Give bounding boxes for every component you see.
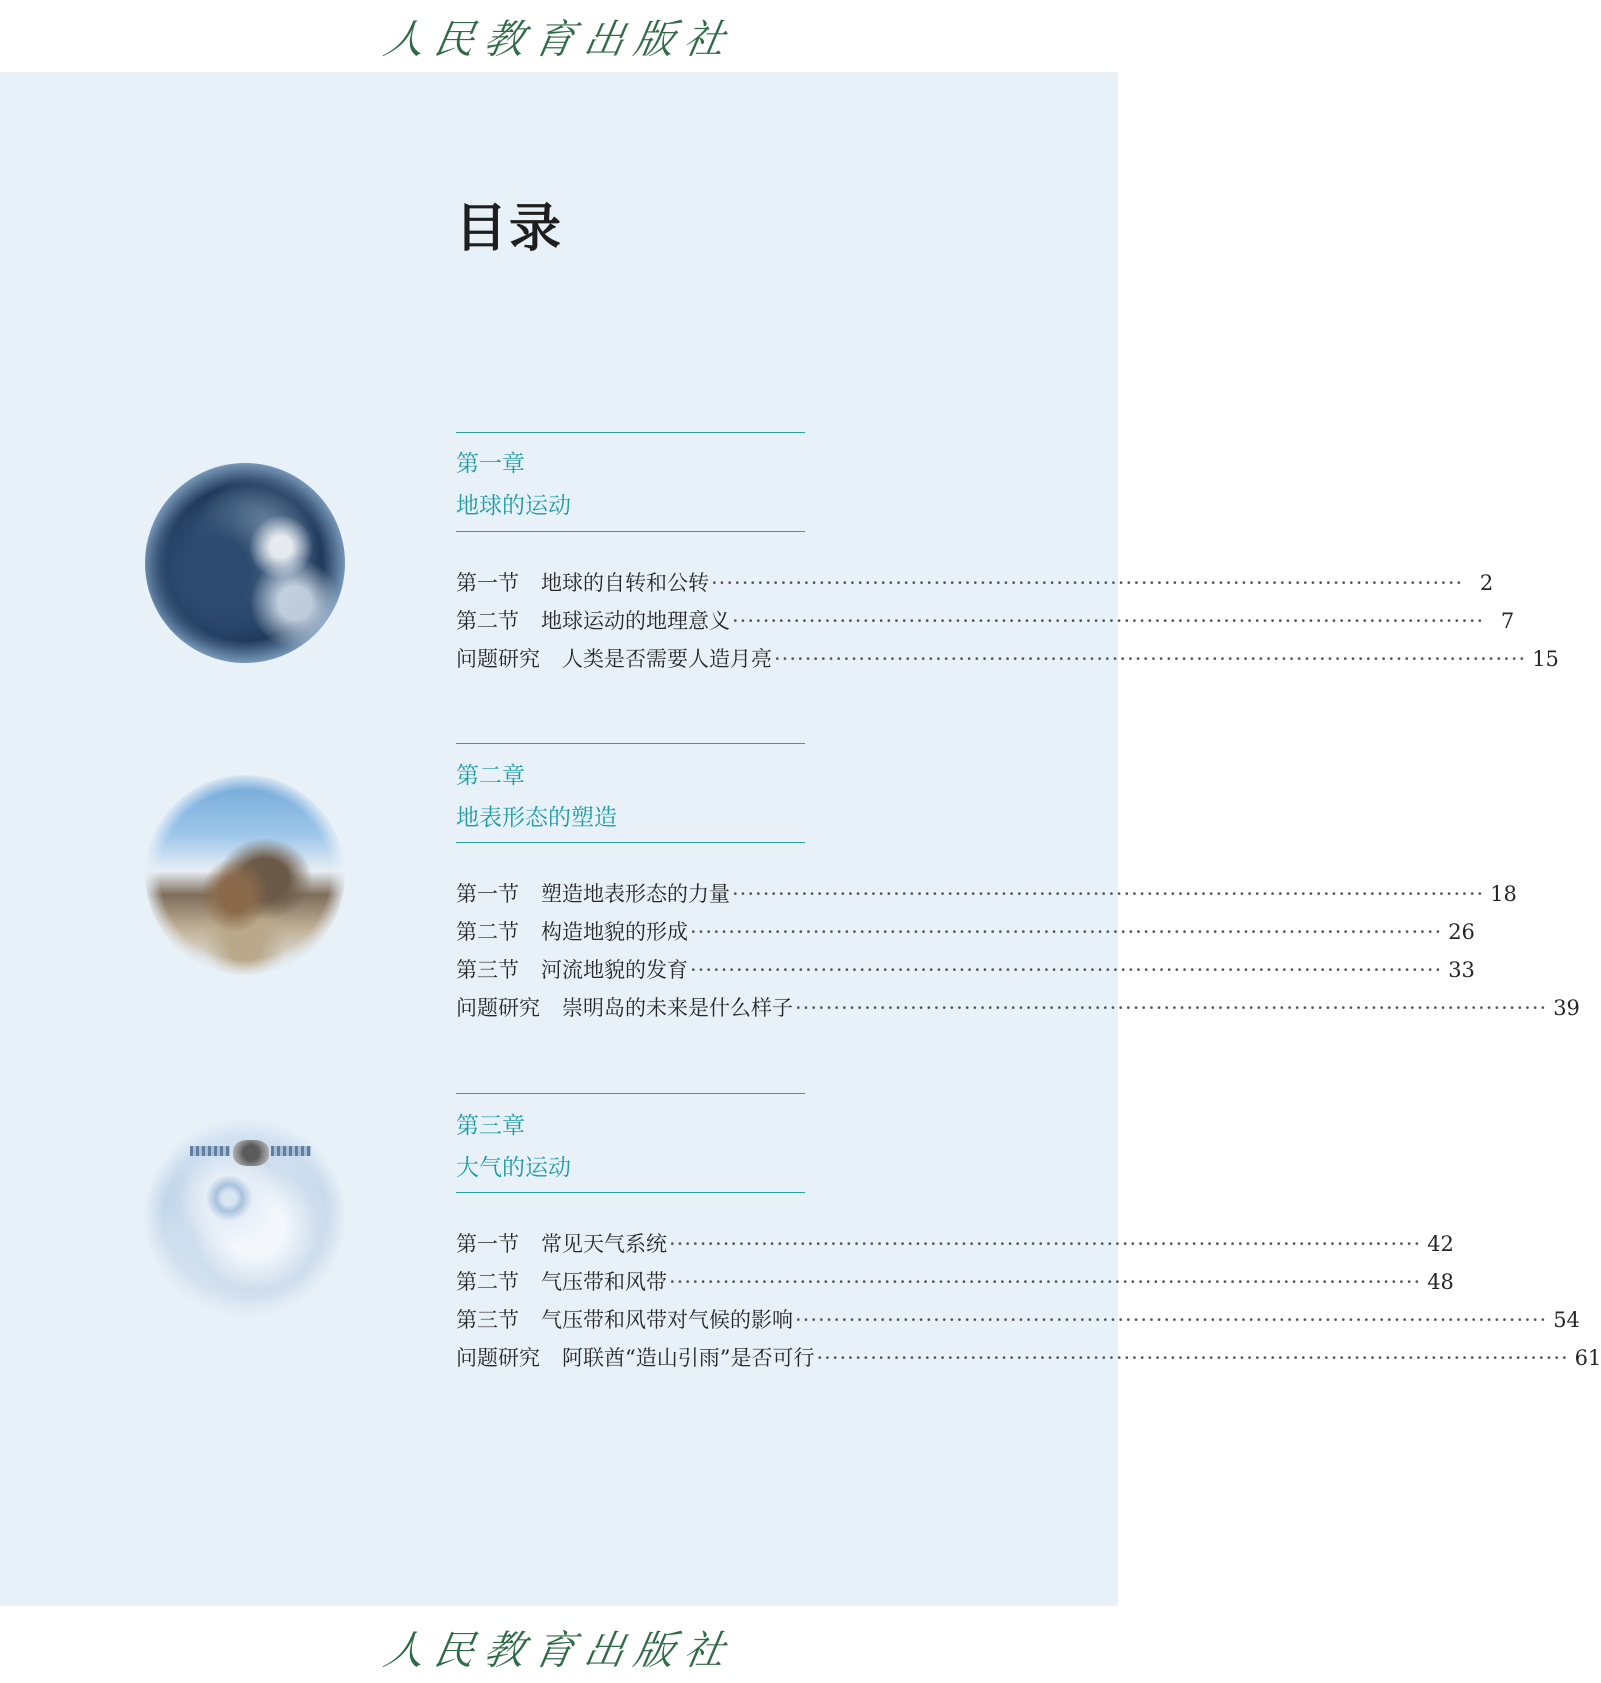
entry-section: 第三节 <box>456 1308 519 1332</box>
chapter-rule-top <box>456 432 805 433</box>
leader-dots: ·································································································· <box>732 609 1485 633</box>
chapter-number: 第三章 <box>456 1113 525 1139</box>
entry-section: 第二节 <box>456 1270 519 1294</box>
entry-page-number: 48 <box>1427 1270 1454 1294</box>
entry-title: 人类是否需要人造月亮 <box>562 647 772 671</box>
toc-entry[interactable] <box>456 643 1559 673</box>
publisher-logo-text: 人民教育出版社 <box>380 16 739 63</box>
entry-title: 地球运动的地理意义 <box>541 609 730 633</box>
chapter-title: 地球的运动 <box>456 493 571 519</box>
chapter-number: 第一章 <box>456 451 525 477</box>
volcano-landscape-image <box>145 775 345 975</box>
entry-title: 崇明岛的未来是什么样子 <box>562 996 793 1020</box>
entry-section: 第一节 <box>456 1232 519 1256</box>
entry-page-number: 33 <box>1448 958 1475 982</box>
toc-entry[interactable] <box>456 878 1517 908</box>
entry-page-number: 42 <box>1427 1232 1454 1256</box>
entry-page-number: 7 <box>1500 609 1515 633</box>
earth-globe-image <box>145 463 345 663</box>
entry-section: 问题研究 <box>456 647 540 671</box>
publisher-header <box>0 0 1190 72</box>
entry-section: 问题研究 <box>456 1346 540 1370</box>
entry-title: 河流地貌的发育 <box>541 958 688 982</box>
leader-dots: ·································································································· <box>669 1270 1422 1294</box>
leader-dots: ·································································································· <box>774 647 1527 671</box>
chapter-number: 第二章 <box>456 763 525 789</box>
chapter-rule-bottom <box>456 842 805 843</box>
entry-title: 常见天气系统 <box>541 1232 667 1256</box>
entry-page-number: 26 <box>1448 920 1475 944</box>
entry-section: 第一节 <box>456 882 519 906</box>
entry-title: 构造地貌的形成 <box>541 920 688 944</box>
entry-title: 阿联酋“造山引雨”是否可行 <box>562 1346 815 1370</box>
toc-entry[interactable] <box>456 992 1580 1022</box>
chapter-title: 大气的运动 <box>456 1155 571 1181</box>
chapter-title: 地表形态的塑造 <box>456 805 617 831</box>
entry-title: 气压带和风带对气候的影响 <box>541 1308 793 1332</box>
toc-entry[interactable] <box>456 605 1515 635</box>
entry-title: 气压带和风带 <box>541 1270 667 1294</box>
entry-section: 第二节 <box>456 920 519 944</box>
entry-title: 塑造地表形态的力量 <box>541 882 730 906</box>
toc-entry[interactable] <box>456 1304 1580 1334</box>
chapter-rule-top <box>456 1093 805 1094</box>
toc-entry[interactable] <box>456 1266 1454 1296</box>
satellite-icon <box>233 1140 269 1166</box>
leader-dots: ·································································································· <box>795 996 1548 1020</box>
entry-title: 地球的自转和公转 <box>541 571 709 595</box>
toc-entry[interactable] <box>456 954 1475 984</box>
page-title: 目录 <box>455 198 564 259</box>
leader-dots: ·································································································· <box>711 571 1464 595</box>
entry-page-number: 15 <box>1532 647 1559 671</box>
entry-page-number: 54 <box>1553 1308 1580 1332</box>
entry-section: 问题研究 <box>456 996 540 1020</box>
satellite-solar-panel <box>190 1146 230 1156</box>
leader-dots: ·································································································· <box>795 1308 1548 1332</box>
toc-entry[interactable] <box>456 916 1475 946</box>
leader-dots: ·································································································· <box>816 1346 1569 1370</box>
toc-entry[interactable] <box>456 1228 1454 1258</box>
chapter-rule-top <box>456 743 805 744</box>
toc-entry[interactable] <box>456 1342 1601 1372</box>
toc-entry[interactable] <box>456 567 1494 597</box>
leader-dots: ·································································································· <box>732 882 1485 906</box>
publisher-footer <box>0 1611 1190 1683</box>
leader-dots: ·································································································· <box>690 958 1443 982</box>
entry-section: 第三节 <box>456 958 519 982</box>
satellite-solar-panel <box>271 1146 311 1156</box>
entry-page-number: 61 <box>1574 1346 1601 1370</box>
leader-dots: ·································································································· <box>669 1232 1422 1256</box>
chapter-rule-bottom <box>456 1192 805 1193</box>
entry-page-number: 39 <box>1553 996 1580 1020</box>
entry-section: 第二节 <box>456 609 519 633</box>
chapter-rule-bottom <box>456 531 805 532</box>
entry-section: 第一节 <box>456 571 519 595</box>
entry-page-number: 2 <box>1479 571 1494 595</box>
entry-page-number: 18 <box>1490 882 1517 906</box>
publisher-logo-text: 人民教育出版社 <box>380 1627 739 1674</box>
leader-dots: ·································································································· <box>690 920 1443 944</box>
